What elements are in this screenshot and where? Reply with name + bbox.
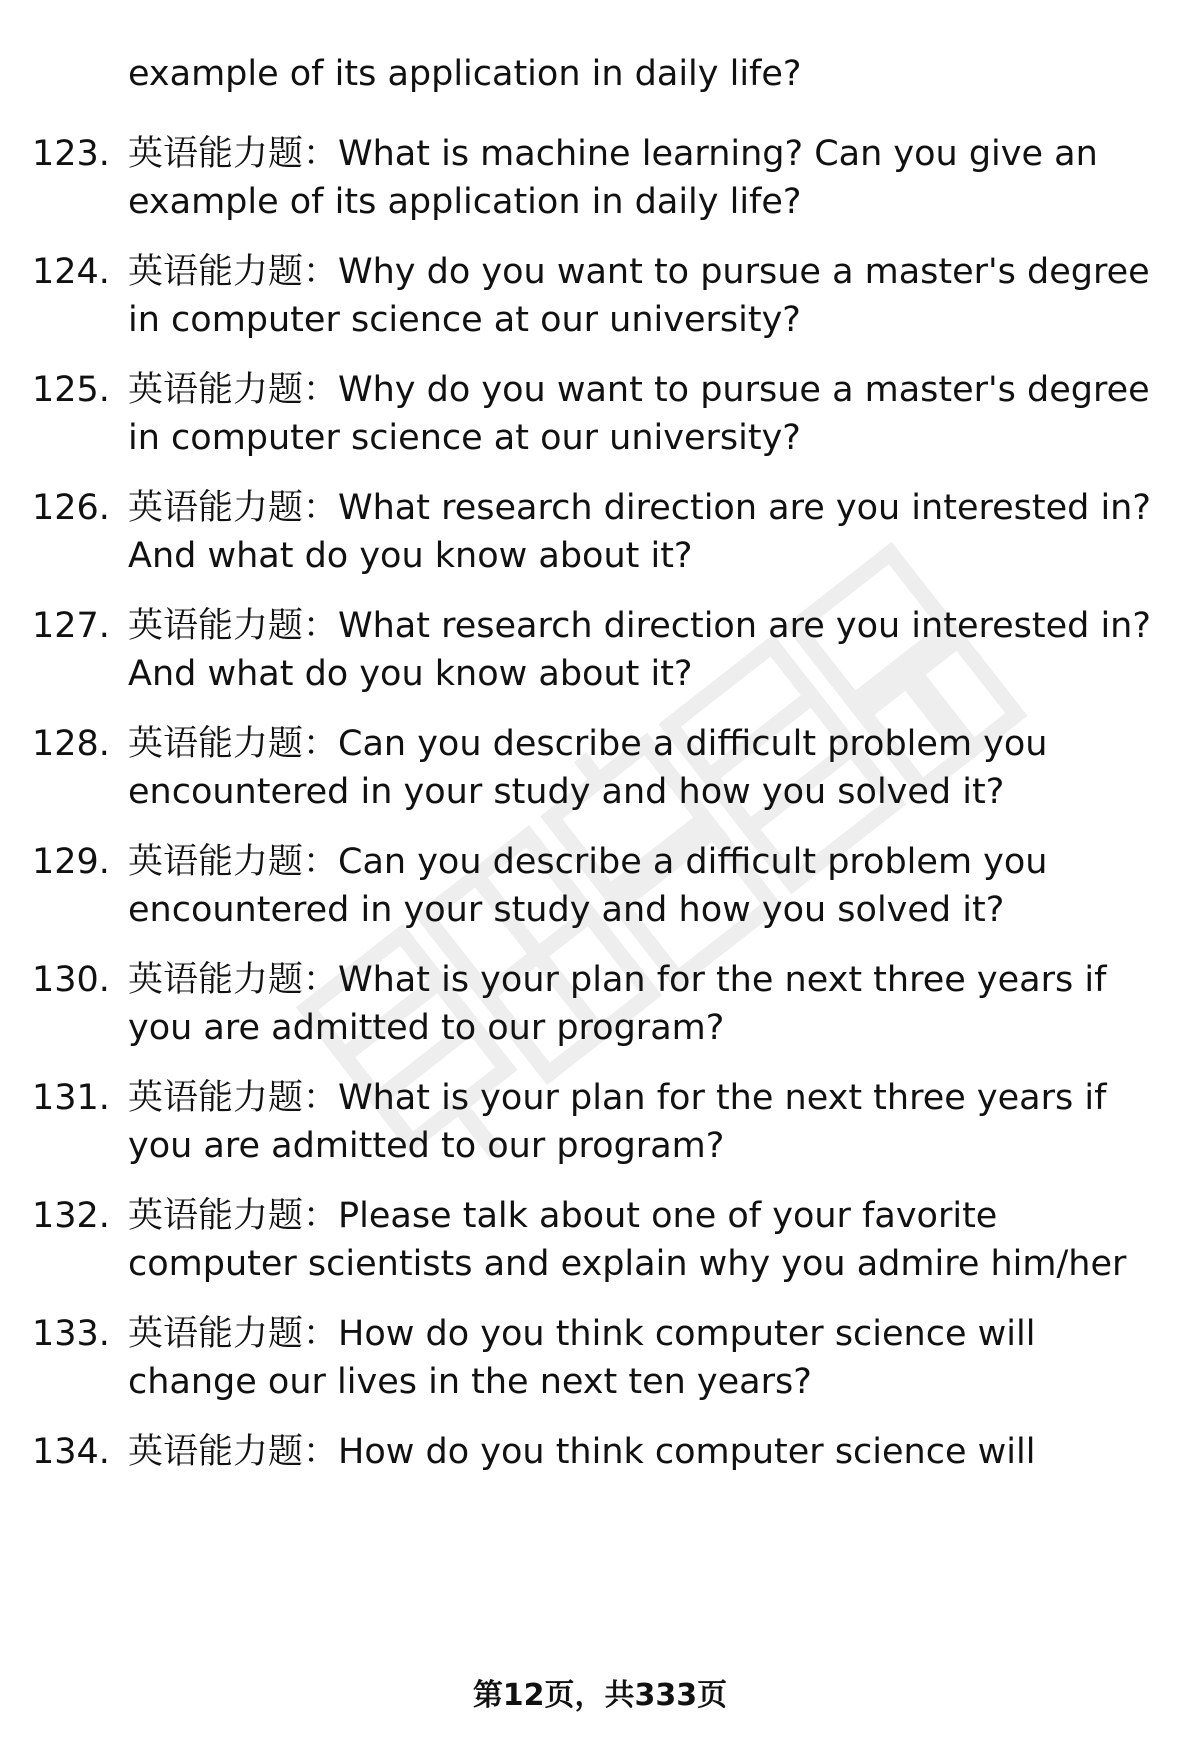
list-item <box>0 248 1200 348</box>
page-number-footer: 第12页，共333页 <box>472 1678 728 1713</box>
question-line-2: you are admitted to our program? <box>128 1126 725 1166</box>
question-number: 123. <box>32 134 110 174</box>
question-line-2: And what do you know about it? <box>128 536 693 576</box>
question-text: How do you think computer science will <box>338 1314 1036 1354</box>
question-text: What is your plan for the next three years if <box>338 1078 1107 1118</box>
question-text: Can you describe a difficult problem you <box>338 842 1048 882</box>
question-line-1 <box>128 1074 1106 1122</box>
question-text: Can you describe a difficult problem you <box>338 724 1048 764</box>
question-text: What is machine learning? Can you give an <box>338 134 1098 174</box>
question-number: 126. <box>32 488 110 528</box>
category-label: 英语能力题： <box>128 842 339 882</box>
question-line-2: And what do you know about it? <box>128 654 693 694</box>
question-number: 130. <box>32 960 110 1000</box>
question-number: 134. <box>32 1432 110 1472</box>
list-item <box>0 1428 1200 1528</box>
question-line-2: example of its application in daily life? <box>128 182 802 222</box>
question-line-2: encountered in your study and how you solved it? <box>128 890 1005 930</box>
question-text-line: example of its application in daily life? <box>128 54 802 94</box>
question-text: Please talk about one of your favorite <box>338 1196 998 1236</box>
category-label: 英语能力题： <box>128 488 339 528</box>
question-line-2: change our lives in the next ten years? <box>128 1362 812 1402</box>
list-item <box>0 130 1200 230</box>
question-line-1 <box>128 1428 1035 1476</box>
list-item <box>0 602 1200 702</box>
category-label: 英语能力题： <box>128 1078 339 1118</box>
question-line-2: you are admitted to our program? <box>128 1008 725 1048</box>
question-number: 125. <box>32 370 110 410</box>
question-line-1 <box>128 1310 1035 1358</box>
question-text: What research direction are you interested in? <box>338 606 1151 646</box>
question-line-1 <box>128 602 1151 650</box>
list-item <box>0 366 1200 466</box>
question-line-1 <box>128 248 1150 296</box>
category-label: 英语能力题： <box>128 252 339 292</box>
category-label: 英语能力题： <box>128 1432 339 1472</box>
question-number: 128. <box>32 724 110 764</box>
question-text: What is your plan for the next three years if <box>338 960 1107 1000</box>
list-item <box>0 484 1200 584</box>
category-label: 英语能力题： <box>128 1196 339 1236</box>
question-line-2: in computer science at our university? <box>128 418 801 458</box>
question-number: 131. <box>32 1078 110 1118</box>
question-line-2: encountered in your study and how you solved it? <box>128 772 1005 812</box>
list-item <box>0 1192 1200 1292</box>
question-line-2: in computer science at our university? <box>128 300 801 340</box>
question-text: How do you think computer science will <box>338 1432 1036 1472</box>
category-label: 英语能力题： <box>128 606 339 646</box>
category-label: 英语能力题： <box>128 134 339 174</box>
list-item <box>0 838 1200 938</box>
question-text: Why do you want to pursue a master's degree <box>338 370 1150 410</box>
question-line-2: computer scientists and explain why you admire him/her <box>128 1244 1127 1284</box>
question-line-1 <box>128 720 1047 768</box>
question-number: 127. <box>32 606 110 646</box>
question-text: What research direction are you interested in? <box>338 488 1151 528</box>
category-label: 英语能力题： <box>128 1314 339 1354</box>
list-item <box>0 720 1200 820</box>
question-line-1 <box>128 1192 997 1240</box>
list-item <box>0 1310 1200 1410</box>
question-line-1 <box>128 484 1151 532</box>
question-number: 132. <box>32 1196 110 1236</box>
list-item <box>0 956 1200 1056</box>
question-line-1 <box>128 838 1047 886</box>
question-number: 129. <box>32 842 110 882</box>
question-line-1 <box>128 130 1098 178</box>
question-text: Why do you want to pursue a master's degree <box>338 252 1150 292</box>
category-label: 英语能力题： <box>128 960 339 1000</box>
question-line-1 <box>128 956 1106 1004</box>
question-number: 124. <box>32 252 110 292</box>
category-label: 英语能力题： <box>128 370 339 410</box>
category-label: 英语能力题： <box>128 724 339 764</box>
list-item <box>0 1074 1200 1174</box>
question-number: 133. <box>32 1314 110 1354</box>
question-line-1 <box>128 366 1150 414</box>
